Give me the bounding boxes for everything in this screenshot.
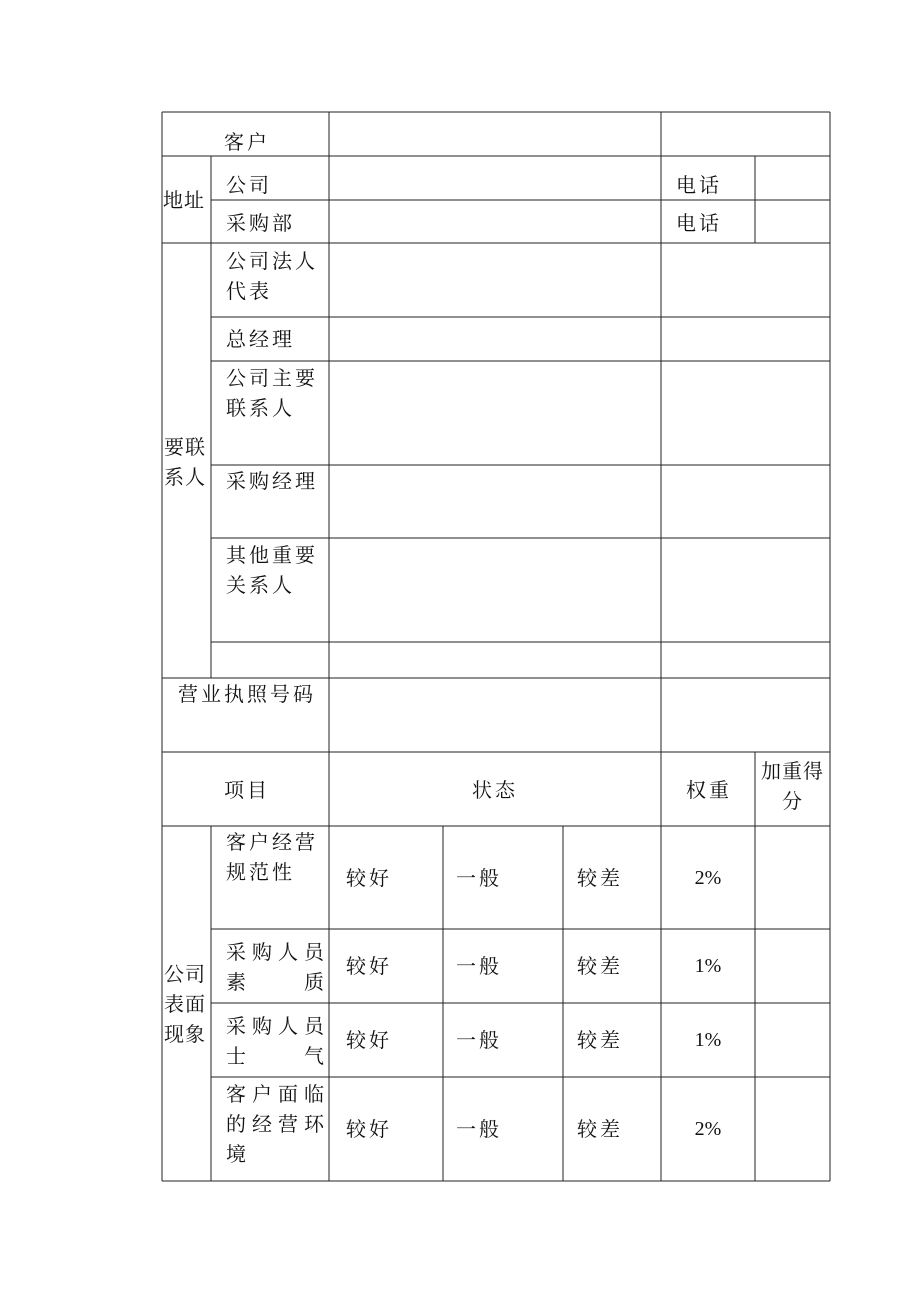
eval-row-4-weight: 2% (694, 1118, 722, 1140)
customer-label: 客户 (224, 130, 270, 154)
contact-role-general-manager: 总经理 (226, 327, 295, 351)
company-label: 公司 (226, 173, 272, 197)
eval-row-3-good: 较好 (346, 1028, 392, 1052)
eval-row-3-average: 一般 (456, 1028, 502, 1052)
eval-group-label: 公司表面现象 (164, 962, 206, 1046)
eval-row-3-poor: 较差 (577, 1028, 623, 1052)
eval-header-item: 项目 (224, 778, 270, 802)
eval-header-status: 状态 (472, 778, 518, 802)
contact-role-main-contact: 公司主要联系人 (226, 366, 318, 420)
eval-row-2-poor: 较差 (577, 954, 623, 978)
eval-row-4-item: 客户面临的经营环境 (226, 1082, 326, 1166)
company-phone-label: 电话 (676, 173, 722, 197)
contacts-section-label: 要联系人 (164, 435, 206, 489)
address-label: 地址 (163, 188, 205, 212)
eval-header-weighted-score: 加重得分 (761, 759, 824, 813)
business-license-label: 营业执照号码 (178, 682, 316, 706)
eval-row-1-weight: 2% (694, 867, 722, 889)
contact-role-purchasing-manager: 采购经理 (226, 469, 318, 493)
eval-row-4-good: 较好 (346, 1117, 392, 1141)
contact-role-other-important: 其他重要关系人 (226, 543, 318, 597)
eval-row-3-item: 采购人员士气 (226, 1014, 326, 1068)
eval-row-4-poor: 较差 (577, 1117, 623, 1141)
eval-row-2-item: 采购人员素质 (226, 940, 326, 994)
purchasing-phone-label: 电话 (676, 211, 722, 235)
eval-row-3-weight: 1% (694, 1029, 722, 1051)
eval-row-2-good: 较好 (346, 954, 392, 978)
eval-row-2-weight: 1% (694, 955, 722, 977)
eval-row-2-average: 一般 (456, 954, 502, 978)
purchasing-dept-label: 采购部 (226, 211, 295, 235)
eval-row-1-good: 较好 (346, 866, 392, 890)
contact-role-legal-rep: 公司法人代表 (226, 249, 318, 303)
eval-row-1-item: 客户经营规范性 (226, 830, 318, 884)
eval-row-4-average: 一般 (456, 1117, 502, 1141)
eval-row-1-poor: 较差 (577, 866, 623, 890)
eval-header-weight: 权重 (686, 778, 732, 802)
eval-row-1-average: 一般 (456, 866, 502, 890)
